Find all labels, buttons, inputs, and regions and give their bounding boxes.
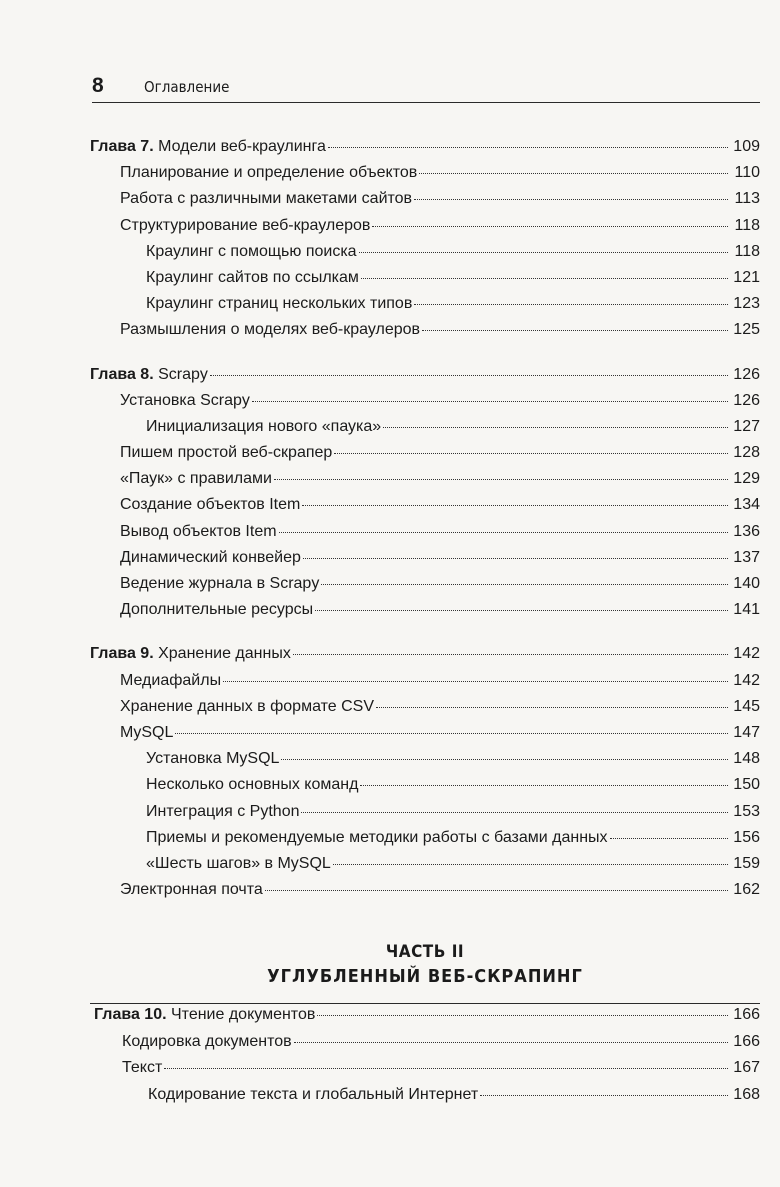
toc-entry (94, 1086, 760, 1113)
toc-entry-title: Краулинг с помощью поиска (146, 242, 357, 260)
toc-page-number: 123 (733, 295, 760, 313)
toc-entry-label (120, 444, 332, 462)
toc-entry-label (120, 575, 319, 593)
toc-entry-label (146, 803, 299, 821)
toc-entry-label (122, 1059, 162, 1077)
dot-leader (317, 1015, 728, 1016)
toc-entry-label (146, 418, 381, 436)
dot-leader (164, 1068, 728, 1069)
toc-entry (90, 575, 760, 601)
toc-entry-label (120, 321, 420, 339)
dot-leader (210, 375, 728, 376)
chapter-number: Глава 10. (94, 1006, 167, 1023)
toc-entry-title: Размышления о моделях веб-краулеров (120, 321, 421, 339)
dot-leader (252, 401, 728, 402)
dot-leader (281, 759, 728, 760)
toc-entry-label (146, 269, 359, 287)
toc-page-number: 129 (733, 470, 760, 488)
toc-entry-title: Работа с различными макетами сайтов (120, 190, 413, 208)
dot-leader (334, 453, 728, 454)
toc-entry (90, 549, 760, 575)
dot-leader (414, 199, 728, 200)
toc-page-number: 166 (733, 1032, 760, 1050)
toc-page-number: 118 (734, 216, 760, 234)
toc-entry-title: Кодировка документов (122, 1032, 292, 1050)
toc-page-number: 148 (733, 750, 760, 768)
toc-entry (90, 321, 760, 347)
toc-entry-label (90, 366, 208, 384)
toc-entry (90, 698, 760, 724)
toc-entry (90, 164, 760, 190)
toc-entry-title: Установка MySQL (146, 750, 280, 768)
toc-page-number: 109 (733, 138, 760, 155)
toc-page-number: 147 (733, 723, 760, 741)
toc-entry (94, 1059, 760, 1086)
toc-entry-label (146, 776, 358, 794)
toc-entry (90, 496, 760, 522)
dot-leader (303, 558, 728, 559)
toc-entry-title: Установка Scrapy (120, 391, 250, 409)
toc-entry-title: Несколько основных команд (146, 776, 359, 794)
toc-page-number: 159 (733, 854, 760, 872)
page-header (92, 72, 760, 103)
toc-entry-title: Модели веб-краулинга (158, 138, 326, 155)
toc-page-number: 125 (733, 321, 760, 339)
toc-entry (90, 601, 760, 627)
toc-page-number: 121 (733, 268, 760, 286)
toc-entry-title: Хранение данных (158, 645, 291, 663)
toc-entry (90, 829, 760, 855)
toc-entry-label (120, 496, 300, 514)
dot-leader (333, 864, 728, 865)
toc-page-number: 167 (733, 1059, 760, 1076)
dot-leader (279, 532, 728, 533)
dot-leader (383, 427, 728, 428)
running-title: Оглавление (144, 78, 230, 96)
dot-leader (480, 1095, 728, 1096)
toc-entry-label (90, 645, 291, 663)
toc-entry-title: Текст (122, 1059, 163, 1076)
part-title: УГЛУБЛЕННЫЙ ВЕБ-СКРАПИНГ (267, 966, 583, 987)
toc-entry-label (94, 1006, 315, 1024)
toc-entry-title: Хранение данных в формате CSV (120, 697, 375, 715)
toc-entry-label (146, 750, 279, 768)
toc-page-number: 150 (733, 776, 760, 794)
toc-entry-label (120, 672, 221, 690)
toc-gap (90, 627, 760, 645)
section-divider (90, 1003, 760, 1004)
dot-leader (360, 785, 728, 786)
toc-page-number: 136 (733, 522, 760, 540)
toc-entry (90, 724, 760, 750)
part-number: ЧАСТЬ II (385, 942, 465, 962)
toc-entry-title: Медиафайлы (120, 671, 222, 689)
toc-entry-label (122, 1033, 292, 1051)
toc-entry (90, 243, 760, 269)
toc-entry-label (120, 217, 370, 235)
table-of-contents-part-2 (94, 1006, 760, 1112)
dot-leader (175, 733, 728, 734)
toc-page-number: 110 (734, 164, 760, 182)
dot-leader (265, 890, 728, 891)
dot-leader (361, 278, 728, 279)
toc-entry (90, 881, 760, 907)
toc-entry (90, 750, 760, 776)
toc-entry-title: «Шесть шагов» в MySQL (146, 854, 331, 872)
toc-entry-label (146, 855, 331, 873)
toc-entry-label (148, 1086, 478, 1104)
toc-entry (90, 295, 760, 321)
dot-leader (372, 226, 728, 227)
toc-page-number: 126 (733, 365, 760, 383)
table-of-contents (90, 138, 760, 907)
toc-entry-title: Приемы и рекомендуемые методики работы с базами данных (146, 828, 608, 846)
dot-leader (302, 505, 728, 506)
dot-leader (359, 252, 728, 253)
toc-entry (90, 523, 760, 549)
toc-page-number: 134 (733, 496, 760, 514)
toc-entry-label (120, 523, 277, 541)
toc-chapter-entry (94, 1006, 760, 1033)
toc-entry-label (120, 549, 301, 567)
dot-leader (328, 147, 728, 148)
dot-leader (274, 479, 728, 480)
toc-entry-label (146, 829, 608, 847)
toc-page-number: 127 (733, 417, 760, 435)
toc-entry-label (146, 243, 357, 261)
toc-entry-title: Scrapy (158, 365, 208, 383)
toc-entry-title: Краулинг страниц нескольких типов (146, 295, 413, 313)
toc-entry-title: Вывод объектов Item (120, 522, 277, 540)
dot-leader (294, 1042, 728, 1043)
chapter-number: Глава 8. (90, 365, 154, 383)
toc-page-number: 153 (733, 802, 760, 820)
toc-entry-title: Чтение документов (171, 1006, 316, 1023)
toc-entry-title: Пишем простой веб-скрапер (120, 444, 333, 462)
toc-page-number: 140 (733, 575, 760, 592)
toc-page-number: 141 (733, 601, 760, 619)
toc-page-number: 113 (734, 190, 760, 208)
toc-entry-label (120, 881, 263, 899)
toc-entry (90, 672, 760, 698)
toc-entry (90, 418, 760, 444)
toc-entry-label (120, 392, 250, 410)
toc-page-number: 142 (733, 645, 760, 663)
toc-entry-title: Ведение журнала в Scrapy (120, 575, 320, 592)
toc-entry-title: Инициализация нового «паука» (146, 417, 382, 435)
toc-entry-label (146, 295, 412, 313)
toc-entry-label (120, 470, 272, 488)
toc-page-number: 126 (733, 391, 760, 409)
toc-page-number: 168 (733, 1085, 760, 1103)
dot-leader (315, 610, 728, 611)
chapter-number: Глава 7. (90, 138, 154, 155)
dot-leader (414, 304, 728, 305)
toc-page-number: 166 (733, 1006, 760, 1023)
dot-leader (419, 173, 728, 174)
toc-page-number: 156 (733, 828, 760, 846)
toc-entry (90, 190, 760, 216)
toc-entry (90, 217, 760, 243)
toc-entry-label (120, 724, 173, 742)
toc-entry (90, 269, 760, 295)
toc-entry-title: Электронная почта (120, 881, 263, 899)
toc-chapter-entry (90, 366, 760, 392)
toc-entry-label (120, 698, 374, 716)
toc-entry (90, 392, 760, 418)
toc-entry-title: Создание объектов Item (120, 496, 301, 514)
toc-entry-label (120, 190, 412, 208)
toc-page-number: 137 (733, 548, 760, 566)
toc-chapter-entry (90, 138, 760, 164)
toc-entry (90, 776, 760, 802)
dot-leader (422, 330, 728, 331)
toc-entry (90, 803, 760, 829)
toc-entry (90, 855, 760, 881)
toc-entry-title: Краулинг сайтов по ссылкам (146, 268, 359, 286)
toc-entry-title: Кодирование текста и глобальный Интернет (148, 1085, 479, 1103)
toc-entry-title: «Паук» с правилами (120, 470, 272, 488)
toc-entry-title: Интеграция с Python (146, 802, 300, 820)
toc-entry-title: Динамический конвейер (120, 548, 301, 566)
toc-gap (90, 348, 760, 366)
dot-leader (376, 707, 728, 708)
toc-page-number: 162 (733, 881, 760, 899)
chapter-number: Глава 9. (90, 645, 154, 663)
toc-entry-title: Дополнительные ресурсы (120, 601, 314, 619)
toc-entry-title: MySQL (120, 723, 174, 741)
toc-entry (90, 470, 760, 496)
toc-page-number: 118 (734, 242, 760, 260)
dot-leader (321, 584, 728, 585)
dot-leader (223, 681, 728, 682)
toc-page-number: 145 (733, 697, 760, 715)
toc-entry (90, 444, 760, 470)
toc-page-number: 142 (733, 671, 760, 689)
toc-entry-title: Планирование и определение объектов (120, 164, 418, 182)
toc-entry-title: Структурирование веб-краулеров (120, 216, 371, 234)
dot-leader (301, 812, 728, 813)
toc-entry (94, 1033, 760, 1060)
toc-page-number: 128 (733, 444, 760, 462)
toc-entry-label (90, 138, 326, 156)
toc-chapter-entry (90, 645, 760, 671)
dot-leader (293, 654, 728, 655)
dot-leader (610, 838, 728, 839)
page-number: 8 (92, 74, 105, 97)
toc-entry-label (120, 601, 313, 619)
toc-entry-label (120, 164, 417, 182)
